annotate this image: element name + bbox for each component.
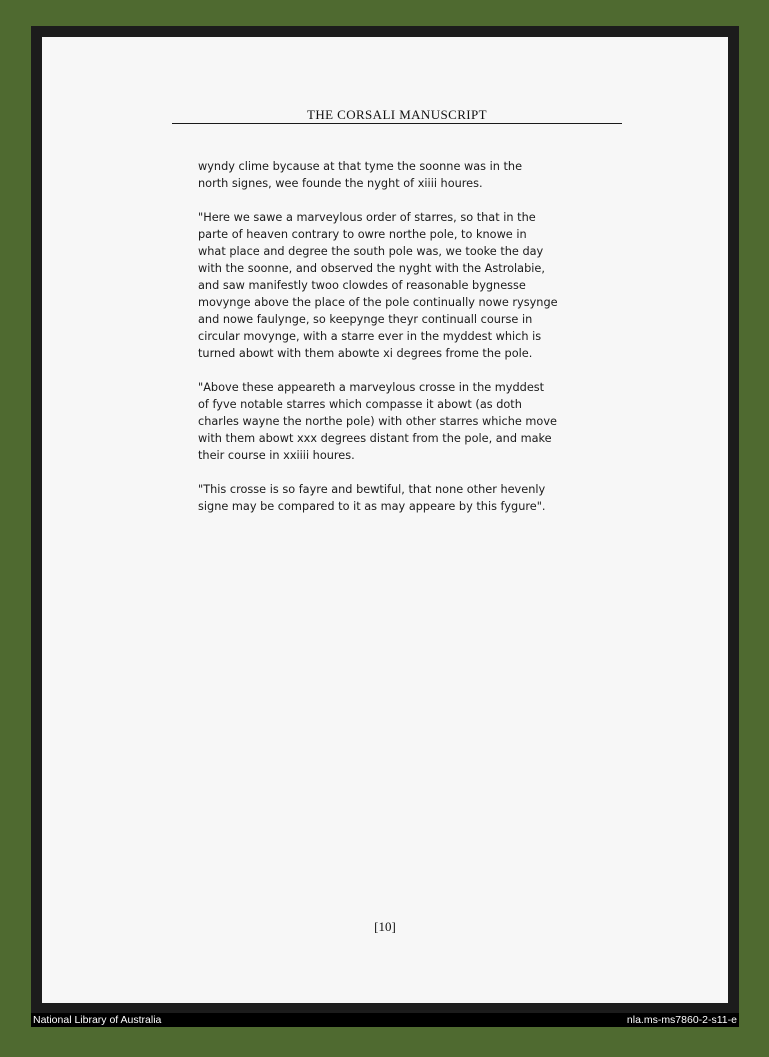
text-line: with the soonne, and observed the nyght with the Astrolabie,: [198, 262, 545, 275]
text-line: with them abowt xxx degrees distant from the pole, and make: [198, 432, 552, 445]
text-line: "This crosse is so fayre and bewtiful, that none other hevenly: [198, 483, 546, 496]
text-line: and saw manifestly twoo clowdes of reasonable bygnesse: [198, 279, 526, 292]
paragraph-4: [198, 481, 608, 515]
text-line: their course in xxiiii houres.: [198, 449, 355, 462]
text-line: parte of heaven contrary to owre northe pole, to knowe in: [198, 228, 527, 241]
text-line: "Here we sawe a marveylous order of starres, so that in the: [198, 211, 536, 224]
footer-bar: [31, 1013, 739, 1027]
page-number: [10]: [374, 919, 396, 934]
text-line: "Above these appeareth a marveylous crosse in the myddest: [198, 381, 545, 394]
text-line: north signes, wee founde the nyght of xiiii houres.: [198, 177, 483, 190]
text-line: of fyve notable starres which compasse it abowt (as doth: [198, 398, 522, 411]
item-identifier: nla.ms-ms7860-2-s11-e: [626, 1014, 737, 1026]
paragraph-1: [198, 158, 608, 192]
text-line: wyndy clime bycause at that tyme the soonne was in the: [198, 160, 523, 173]
text-line: charles wayne the northe pole) with other starres whiche move: [198, 415, 557, 428]
text-line: movynge above the place of the pole continually nowe rysynge: [198, 296, 558, 309]
body-text: [198, 158, 608, 532]
manuscript-page: [42, 37, 728, 1003]
text-line: circular movynge, with a starre ever in the myddest which is: [198, 330, 542, 343]
institution-label: National Library of Australia: [33, 1014, 162, 1026]
text-line: turned abowt with them abowte xi degrees frome the pole.: [198, 347, 533, 360]
running-head: THE CORSALI MANUSCRIPT: [172, 107, 622, 124]
paragraph-2: [198, 209, 608, 362]
text-line: and nowe faulynge, so keepynge theyr continuall course in: [198, 313, 533, 326]
text-line: what place and degree the south pole was, we tooke the day: [198, 245, 544, 258]
text-line: signe may be compared to it as may appeare by this fygure".: [198, 500, 546, 513]
paragraph-3: [198, 379, 608, 464]
